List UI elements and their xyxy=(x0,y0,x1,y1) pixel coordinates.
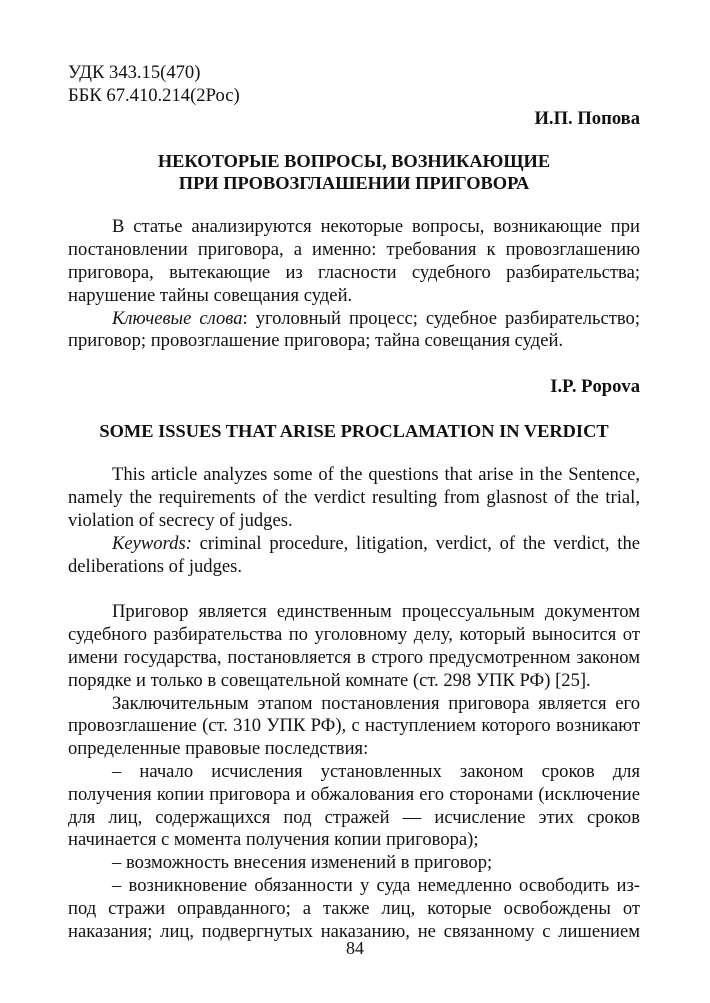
keywords-ru-text: : уголовный процесс; судебное разбирательство; приговор; провозглашение приговора; тайна совещания судей. xyxy=(68,307,640,352)
keywords-en-label: Keywords: xyxy=(112,532,192,554)
title-ru-line2: ПРИ ПРОВОЗГЛАШЕНИИ ПРИГОВОРА xyxy=(178,172,530,193)
keywords-en-text: criminal procedure, litigation, verdict, of the verdict, the deliberations of judges. xyxy=(68,532,640,577)
author-en: I.P. Popova xyxy=(550,376,640,398)
body-list-item: – возникновение обязанности у суда немедленно освободить из-под стражи оправданного; а также лиц, которые освобождены от наказания; лиц, подвергнутых наказанию, не связанному с лишением xyxy=(68,875,640,942)
classification-codes xyxy=(68,62,640,108)
title-en: SOME ISSUES THAT ARISE PROCLAMATION IN VERDICT xyxy=(99,420,609,441)
title-ru xyxy=(68,151,640,194)
abstract-en: This article analyzes some of the questions that arise in the Sentence, namely the requirements of the verdict resulting from glasnost of the trial, violation of secrecy of judges. xyxy=(68,464,640,532)
abstract-ru: В статье анализируются некоторые вопросы, возникающие при постановлении приговора, а именно: требования к провозглашению приговора, вытекающие из гласности судебного разбирательства; нарушение тайны совещания судей. xyxy=(68,216,640,306)
udk-code: УДК 343.15(470) xyxy=(68,62,201,83)
title-ru-line1: НЕКОТОРЫЕ ВОПРОСЫ, ВОЗНИКАЮЩИЕ xyxy=(157,151,551,172)
author-ru: И.П. Попова xyxy=(534,107,640,129)
article-page xyxy=(68,62,640,943)
keywords-ru-label: Ключевые слова xyxy=(112,307,243,329)
bbk-code: ББК 67.410.214(2Рос) xyxy=(68,84,240,106)
body-paragraph: Приговор является единственным процессуальным документом судебного разбирательства по уголовному делу, который выносится от имени государства, постановляется в строго предусмотренном законом порядке и только в совещательной комнате (ст. 298 УПК РФ) [25]. xyxy=(68,601,640,691)
body-list-item: – начало исчисления установленных законом сроков для получения копии приговора и обжалования его сторонами (исключение для лиц, содержащихся под стражей — исчисление этих сроков начинается с момента получения копии приговора); xyxy=(68,761,640,851)
page-number: 84 xyxy=(346,938,364,958)
keywords-en xyxy=(68,533,640,579)
article-body xyxy=(68,601,640,943)
body-list-item: – возможность внесения изменений в приговор; xyxy=(112,852,493,874)
keywords-ru xyxy=(68,308,640,354)
body-paragraph: Заключительным этапом постановления приговора является его провозглашение (ст. 310 УПК РФ), с наступлением которого возникают определенные правовые последствия: xyxy=(68,692,640,760)
